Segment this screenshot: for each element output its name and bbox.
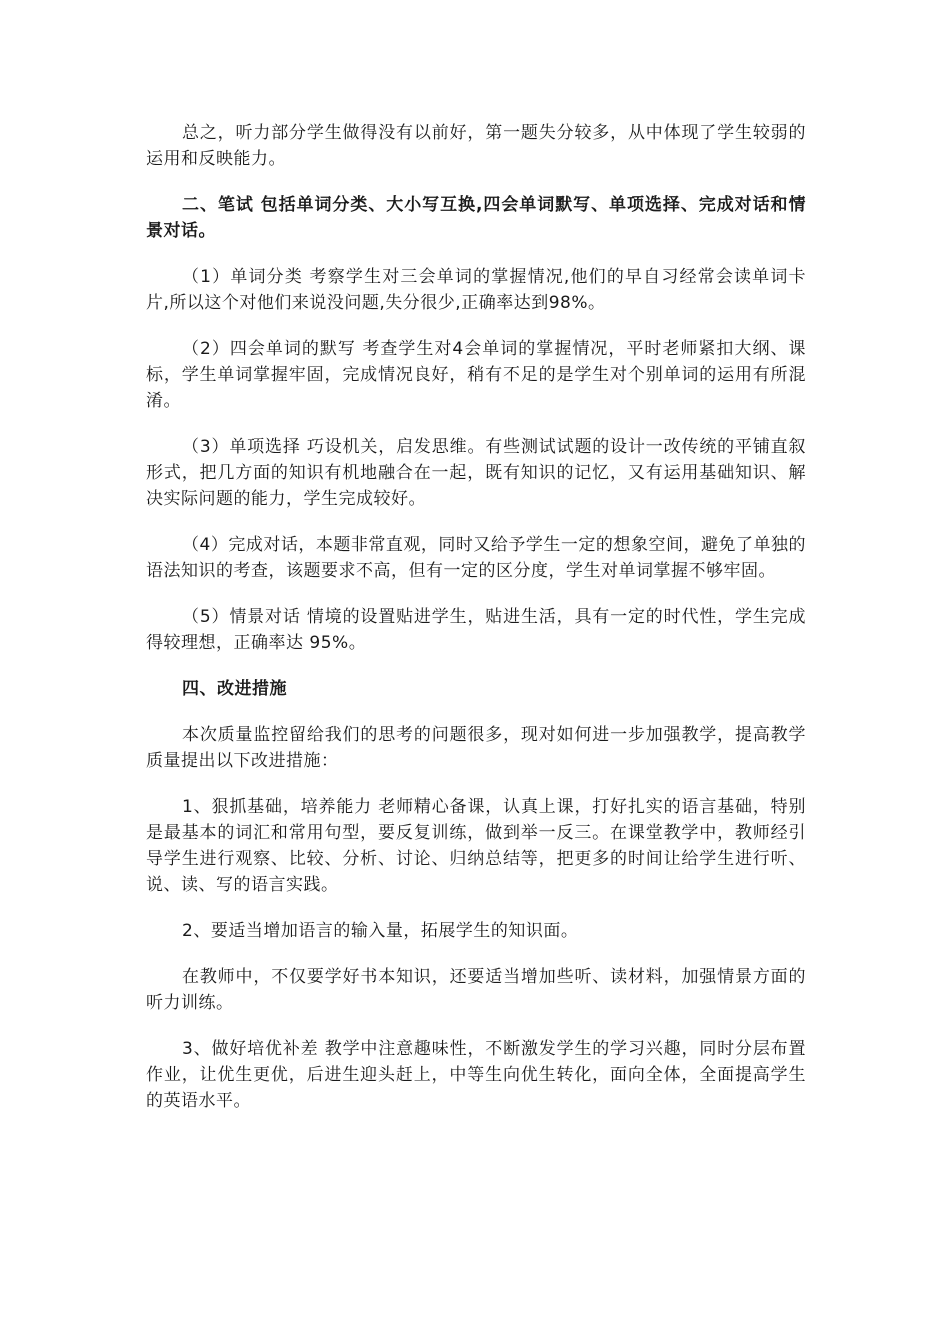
document-page (146, 120, 806, 1134)
paragraph-measure-1: 1、狠抓基础，培养能力 老师精心备课，认真上课，打好扎实的语言基础，特别是最基本的词汇和常用句型，要反复训练，做到举一反三。在课堂教学中，教师经引导学生进行观察、比较、分析、讨论、归纳总结等，把更多的时间让给学生进行听、说、读、写的语言实践。 (146, 797, 806, 895)
paragraph-situational-dialogue: （5）情景对话 情境的设置贴进学生，贴进生活，具有一定的时代性，学生完成得较理想，正确率达 95%。 (146, 607, 806, 653)
paragraph-single-choice: （3）单项选择 巧设机关，启发思维。有些测试试题的设计一改传统的平铺直叙形式，把几方面的知识有机地融合在一起，既有知识的记忆，又有运用基础知识、解决实际问题的能力，学生完成较好。 (146, 437, 806, 509)
paragraph-listening-summary: 总之，听力部分学生做得没有以前好，第一题失分较多，从中体现了学生较弱的运用和反映能力。 (146, 123, 806, 169)
section-heading-written-test: 二、笔试 包括单词分类、大小写互换,四会单词默写、单项选择、完成对话和情景对话。 (146, 195, 806, 241)
paragraph-word-dictation: （2）四会单词的默写 考查学生对4会单词的掌握情况，平时老师紧扣大纲、课标，学生单词掌握牢固，完成情况良好，稍有不足的是学生对个别单词的运用有所混淆。 (146, 339, 806, 411)
paragraph-improvements-intro: 本次质量监控留给我们的思考的问题很多，现对如何进一步加强教学，提高教学质量提出以下改进措施： (146, 725, 806, 771)
paragraph-measure-2-detail: 在教师中，不仅要学好书本知识，还要适当增加些听、读材料，加强情景方面的听力训练。 (146, 967, 806, 1013)
paragraph-word-classification: （1）单词分类 考察学生对三会单词的掌握情况,他们的早自习经常会读单词卡片,所以这个对他们来说没问题,失分很少,正确率达到98%。 (146, 267, 806, 313)
paragraph-measure-3: 3、做好培优补差 教学中注意趣味性，不断激发学生的学习兴趣，同时分层布置作业，让优生更优，后进生迎头赶上，中等生向优生转化，面向全体，全面提高学生的英语水平。 (146, 1039, 806, 1111)
paragraph-measure-2: 2、要适当增加语言的输入量，拓展学生的知识面。 (182, 921, 579, 941)
paragraph-complete-dialogue: （4）完成对话，本题非常直观，同时又给予学生一定的想象空间，避免了单独的语法知识的考查，该题要求不高，但有一定的区分度，学生对单词掌握不够牢固。 (146, 535, 806, 581)
section-heading-improvements: 四、改进措施 (182, 679, 287, 699)
